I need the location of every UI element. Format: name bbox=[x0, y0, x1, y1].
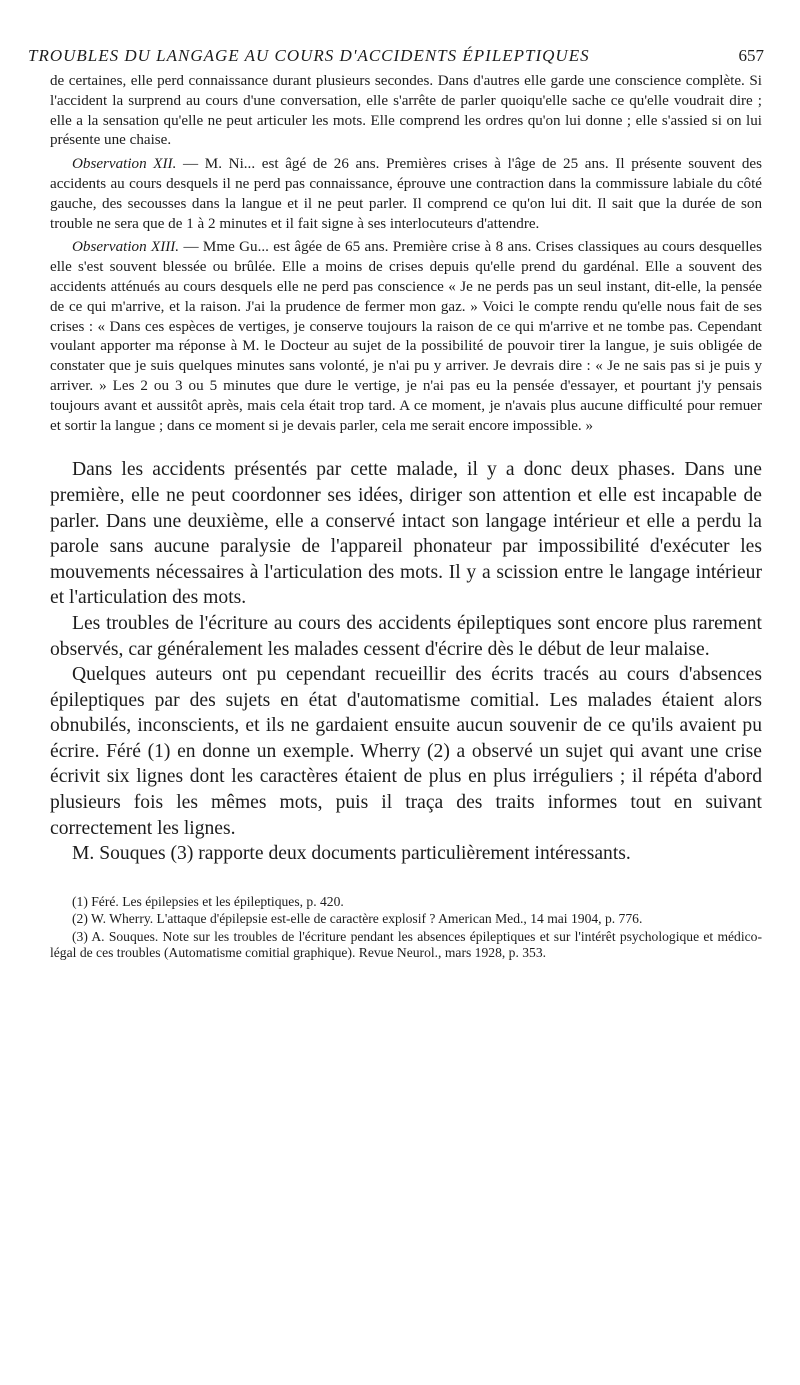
paragraph-writing-troubles: Les troubles de l'écriture au cours des accidents épileptiques sont encore plus rarement observés, car généralement les malades cessent d'écrire dès le début de leur malaise. bbox=[50, 612, 762, 660]
footnote: (3) A. Souques. Note sur les troubles de l'écriture pendant les absences épileptiques et sur l'intérêt psychologique et médico-légal de ces troubles (Automatisme comitial graphique). Revue Neurol., mars 1928, p. 353. bbox=[50, 928, 762, 961]
observation-xii bbox=[50, 155, 762, 234]
observation-text: — Mme Gu... est âgée de 65 ans. Première crise à 8 ans. Crises classiques au cours desquelles elle s'est souvent blessée ou brûlée. Elle a moins de crises depuis qu'elle prend du gardénal. Elle a souvent des accidents atténués au cours desquels elle ne perd pas conscience « Je ne perds pas un seul instant, dit-elle, la pensée de ce qui m'arrive, et la raison. J'ai la prudence de fermer mon gaz. » Voici le compte rendu qu'elle nous fait de ses crises : « Dans ces espèces de vertiges, je conserve toujours la raison de ce qui m'arrive et ne tombe pas. Cependant voulant apporter ma réponse à M. le Docteur au sujet de la possibilité de pouvoir tirer la langue, je suis obligée de constater que je suis quelques minutes sans volonté, je n'ai pu y arriver. Je devrais dire : « Je ne sais pas si je puis y arriver. » Les 2 ou 3 ou 5 minutes que dure le vertige, je n'ai pas eu la pensée d'essayer, et pourtant j'y pensais toujours avant et aussitôt après, mais cela était trop tard. A ce moment, je n'avais plus aucune difficulté pour remuer et sortir la langue ; dans ce moment si je devais parler, cela me serait encore impossible. » bbox=[50, 239, 763, 434]
observation-label: Observation XII. bbox=[72, 156, 177, 173]
observation-xiii bbox=[50, 238, 762, 436]
book-page bbox=[28, 46, 764, 961]
page-header bbox=[28, 46, 764, 72]
paragraph-continuation: de certaines, elle perd connaissance durant plusieurs secondes. Dans d'autres elle garde une conscience complète. Si l'accident la surprend au cours d'une conversation, elle s'arrête de parler quoiqu'elle sache ce qu'elle voudrait dire ; elle a la sensation qu'elle ne peut articuler les mots. Elle comprend les ordres qu'on lui donne ; elle s'assied si on lui présente une chaise. bbox=[50, 73, 762, 149]
page-number: 657 bbox=[738, 46, 764, 65]
paragraph-two-phases: Dans les accidents présentés par cette malade, il y a donc deux phases. Dans une première, elle ne peut coordonner ses idées, diriger son attention et elle est incapable de parler. Dans une deuxième, elle a conservé intact son langage intérieur et elle a perdu la parole sans aucune paralysie de l'appareil phonateur par impossibilité d'exécuter les mouvements nécessaires à l'articulation des mots. Il y a scission entre le langage intérieur et l'articulation des mots. bbox=[50, 459, 762, 609]
paragraph-authors: Quelques auteurs ont pu cependant recueillir des écrits tracés au cours d'absences épileptiques par des sujets en état d'automatisme comitial. Les malades étaient alors obnubilés, inconscients, et ils ne gardaient ensuite aucun souvenir de ce qu'ils avaient pu écrire. Féré (1) en donne un exemple. Wherry (2) a observé un sujet qui avant une crise écrivit six lignes dont les caractères étaient de plus en plus irréguliers ; il répéta d'abord plusieurs fois les mêmes mots, puis il traça des traits informes tout en suivant correctement les lignes. bbox=[50, 664, 762, 839]
observation-label: Observation XIII. bbox=[72, 239, 180, 256]
paragraph-souques: M. Souques (3) rapporte deux documents particulièrement intéressants. bbox=[72, 843, 631, 865]
observation-text: — M. Ni... est âgé de 26 ans. Premières crises à l'âge de 25 ans. Il présente souvent des accidents au cours desquels il ne perd pas connaissance, éprouve une contraction dans la commissure labiale du côté gauche, des secousses dans la langue et il ne peut parler. Il comprend ce qu'on lui dit. Il sait que la durée de son trouble ne sera que de 1 à 2 minutes et il fait signe à ses interlocuteurs d'attendre. bbox=[50, 156, 762, 232]
footnotes bbox=[50, 894, 762, 962]
running-title: TROUBLES DU LANGAGE AU COURS D'ACCIDENTS ÉPILEPTIQUES bbox=[28, 46, 590, 65]
footnote: (1) Féré. Les épilepsies et les épileptiques, p. 420. bbox=[72, 893, 344, 909]
footnote: (2) W. Wherry. L'attaque d'épilepsie est-elle de caractère explosif ? American Med., 14 mai 1904, p. 776. bbox=[72, 911, 643, 927]
